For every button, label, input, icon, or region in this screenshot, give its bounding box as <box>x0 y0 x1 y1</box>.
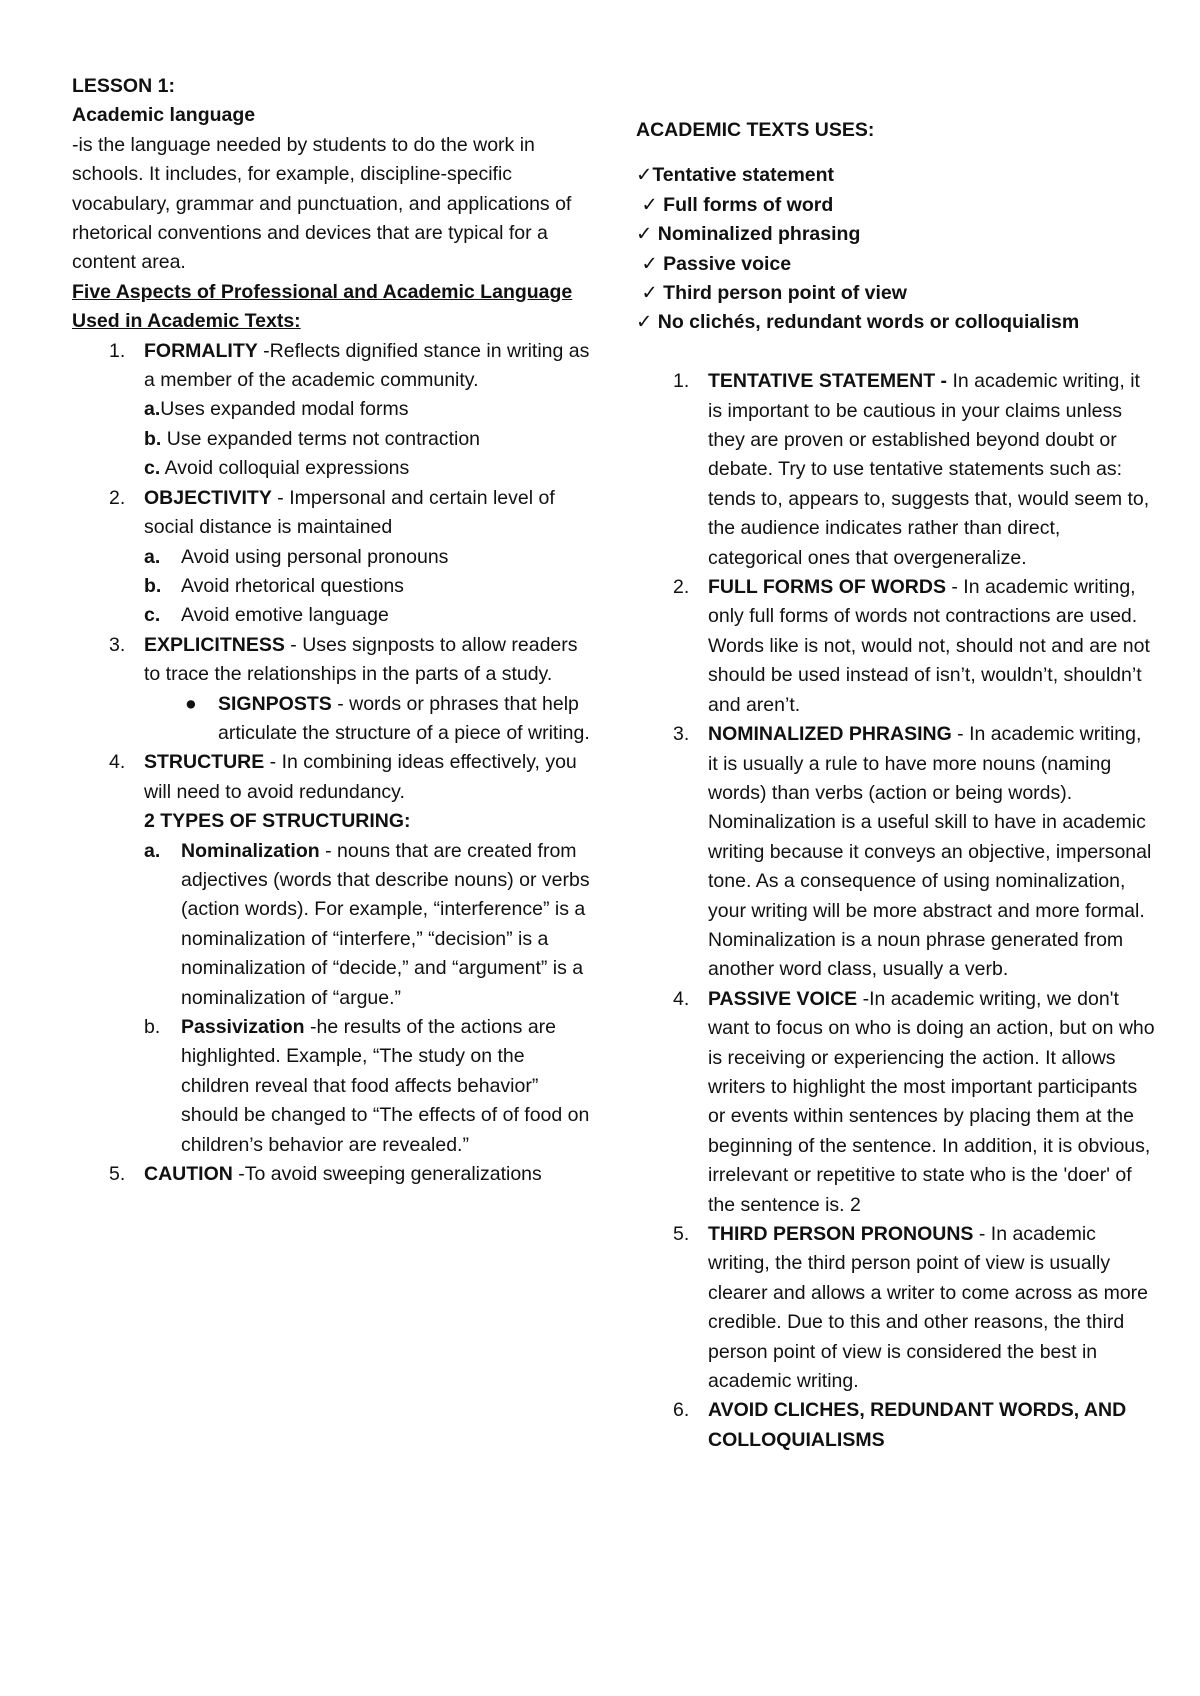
intro-paragraph: -is the language needed by students to do the work in schools. It includes, for example, discipline-specific vocabulary, grammar and punctuation, and applications of rhetorical conventions and devices that are typical for a content area. <box>72 133 572 274</box>
list-item-caution: 5. CAUTION -To avoid sweeping generalizations <box>109 1163 542 1186</box>
checklist-item: ✓ Nominalized phrasing <box>636 223 861 246</box>
structuring-a: a. Nominalization - nouns that are created from adjectives (words that describe nouns) or verbs (action words). For example, “interference” is a nominalization of “interfere,” “decision” is a nominalization of “decide,” and “argument” is a nominalization of “argue.” <box>144 839 590 1009</box>
list-item-passive-voice: 4. PASSIVE VOICE -In academic writing, we don't want to focus on who is doing an action, but on who is receiving or experiencing the action. It allows writers to highlight the most important participants or events within sentences by placing them at the beginning of the sentence. In addition, it is obvious, irrelevant or repetitive to state who is the 'doer' of the sentence is. 2 <box>673 987 1155 1216</box>
checklist-item: ✓Tentative statement <box>636 164 835 187</box>
checklist-item: ✓ Third person point of view <box>636 282 907 305</box>
checklist-item: ✓ No clichés, redundant words or colloquialism <box>636 311 1080 334</box>
list-item-third-person: 5. THIRD PERSON PRONOUNS - In academic writing, the third person point of view is usually clearer and allows a writer to come across as more credible. Due to this and other reasons, the third person point of view is considered the best in academic writing. <box>673 1223 1148 1393</box>
formality-sub-b: b. Use expanded terms not contraction <box>144 427 481 450</box>
list-item-objectivity: 2. OBJECTIVITY - Impersonal and certain level of social distance is maintained <box>109 486 555 539</box>
lesson-label: LESSON 1: <box>72 75 175 97</box>
types-heading: 2 TYPES OF STRUCTURING: <box>144 810 411 833</box>
list-item-structure: 4. STRUCTURE - In combining ideas effectively, you will need to avoid redundancy. <box>109 751 577 803</box>
list-item-explicitness: 3. EXPLICITNESS - Uses signposts to allow readers to trace the relationships in the parts of a study. <box>109 633 578 686</box>
objectivity-sub-b: b. Avoid rhetorical questions <box>144 574 404 597</box>
list-item-nominalized: 3. NOMINALIZED PHRASING - In academic writing, it is usually a rule to have more nouns (naming words) than verbs (action or being words). Nominalization is a useful skill to have in academic writing because it conveys an objective, impersonal tone. As a consequence of using nominalization, your writing will be more abstract and more formal. Nominalization is a noun phrase generated from another word class, usually a verb. <box>673 723 1152 981</box>
formality-sub-a: a.Uses expanded modal forms <box>144 398 409 421</box>
aspects-heading: Five Aspects of Professional and Academic Language Used in Academic Texts: <box>72 280 573 333</box>
objectivity-sub-c: c. Avoid emotive language <box>144 604 389 627</box>
bullet-icon: ● <box>185 692 197 715</box>
list-item-tentative: 1. TENTATIVE STATEMENT - In academic writing, it is important to be cautious in your claims unless they are proven or established beyond doubt or debate. Try to use tentative statements such as: tends to, appears to, suggests that, would seem to, the audience indicates rather than direct, categorical ones that overgeneralize. <box>673 370 1150 569</box>
objectivity-sub-a: a. Avoid using personal pronouns <box>144 545 449 568</box>
right-column <box>636 116 1156 1455</box>
page-title: Academic language <box>72 104 256 127</box>
list-item-avoid-cliches: 6. AVOID CLICHES, REDUNDANT WORDS, AND COLLOQUIALISMS <box>673 1399 1127 1451</box>
list-item-formality: 1. FORMALITY -Reflects dignified stance in writing as a member of the academic community. <box>109 339 590 392</box>
formality-sub-c: c. Avoid colloquial expressions <box>144 457 410 480</box>
checklist-item: ✓ Passive voice <box>636 252 792 275</box>
left-column <box>72 72 592 1189</box>
signposts-bullet: ● SIGNPOSTS - words or phrases that help articulate the structure of a piece of writing. <box>72 690 592 749</box>
checklist-item: ✓ Full forms of word <box>636 193 834 216</box>
list-item-full-forms: 2. FULL FORMS OF WORDS - In academic writing, only full forms of words not contractions are used. Words like is not, would not, should not and are not should be used instead of isn’t, wouldn’t, shouldn’t and aren’t. <box>673 576 1150 716</box>
uses-heading: ACADEMIC TEXTS USES: <box>636 119 875 141</box>
structuring-b: b. Passivization -he results of the actions are highlighted. Example, “The study on the children reveal that food affects behavior” should be changed to “The effects of of food on children’s behavior are revealed.” <box>144 1016 590 1156</box>
